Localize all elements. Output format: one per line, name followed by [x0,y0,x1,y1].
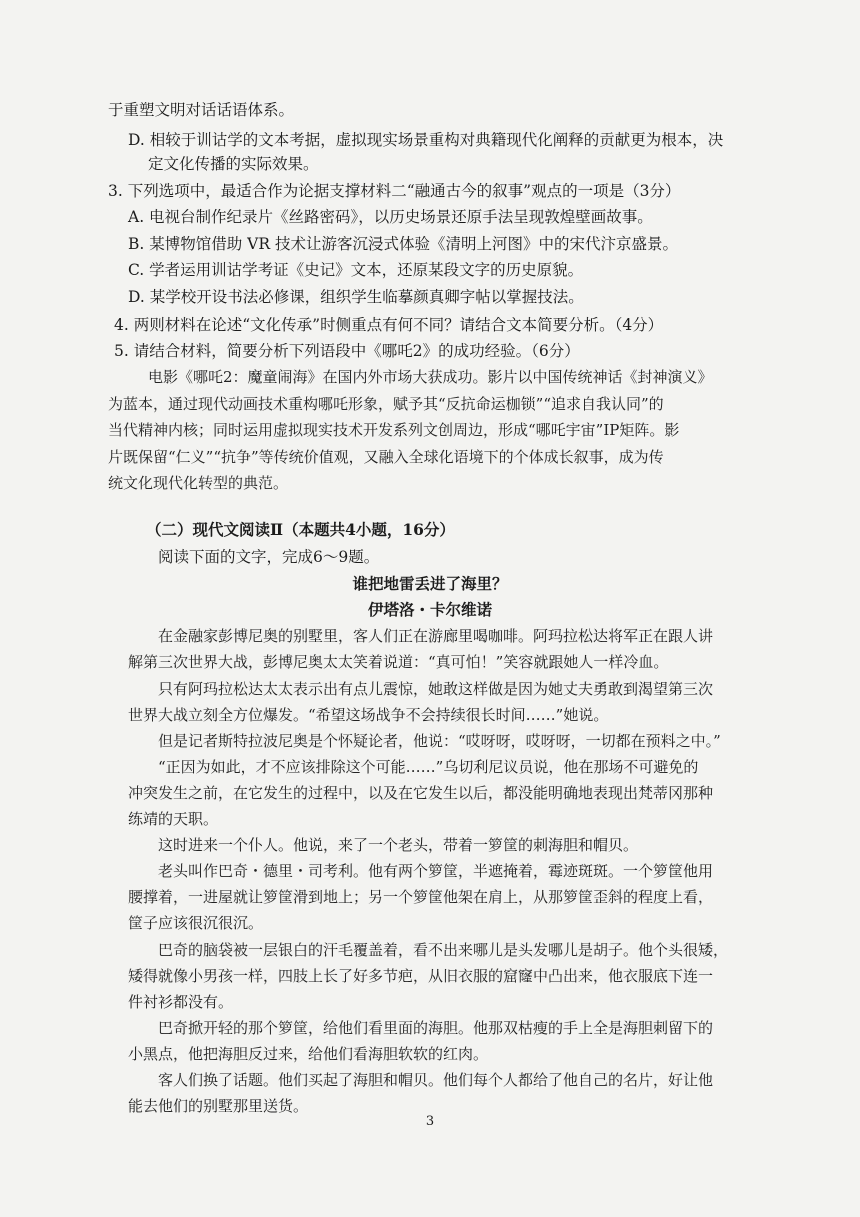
text-line: 5. 请结合材料，简要分析下列语段中《哪吒2》的成功经验。（6分） [114,342,580,360]
text-line: 老头叫作巴奇・德里・司考利。他有两个箩筐，半遮掩着，霉迹斑斑。一个箩筐他用 [158,862,714,880]
text-line: 练靖的天职。 [128,810,219,828]
text-line: 巴奇掀开轻的那个箩筐，给他们看里面的海胆。他那双枯瘦的手上全是海胆刺留下的 [158,1019,714,1037]
text-line: A. 电视台制作纪录片《丝路密码》，以历史场景还原手法呈现敦煌壁画故事。 [128,208,653,226]
page-number: 3 [425,1114,435,1129]
text-line: 小黑点，他把海胆反过来，给他们看海胆软软的红肉。 [128,1045,489,1063]
text-line: 客人们换了话题。他们买起了海胆和帽贝。他们每个人都给了他自己的名片，好让他 [158,1071,714,1089]
text-line: 阅读下面的文字，完成6～9题。 [158,548,380,566]
text-line: 冲突发生之前，在它发生的过程中，以及在它发生以后，都没能明确地表现出梵蒂冈那种 [128,784,714,802]
text-line: 为蓝本，通过现代动画技术重构哪吒形象，赋予其“反抗命运枷锁”“追求自我认同”的 [108,395,664,413]
text-line: 件衬衫都没有。 [128,993,234,1011]
text-line: B. 某博物馆借助 VR 技术让游客沉浸式体验《清明上河图》中的宋代汴京盛景。 [128,235,678,253]
text-line: 4. 两则材料在论述“文化传承”时侧重点有何不同？请结合文本简要分析。（4分） [114,316,664,334]
text-line: 解第三次世界大战，彭博尼奥太太笑着说道：“真可怕！”笑容就跟她人一样冷血。 [128,653,669,671]
text-line: 伊塔洛・卡尔维诺 [367,600,492,619]
text-line: 于重塑文明对话话语体系。 [108,101,295,119]
text-line: （二）现代文阅读Ⅱ（本题共4小题，16分） [146,520,455,539]
text-line: 能去他们的别墅那里送货。 [128,1097,309,1115]
text-line: 只有阿玛拉松达太太表示出有点儿震惊，她敢这样做是因为她丈夫勇敢到渴望第三次 [158,680,714,698]
text-line: 当代精神内核；同时运用虚拟现实技术开发系列文创周边，形成“哪吒宇宙”IP矩阵。影 [108,421,680,439]
text-line: 矮得就像小男孩一样，四肢上长了好多节疤，从旧衣服的窟窿中凸出来，他衣服底下连一 [128,967,714,985]
text-line: “正因为如此，才不应该排除这个可能……”乌切利尼议员说，他在那场不可避免的 [158,758,699,776]
text-line: D. 相较于训诂学的文本考据，虚拟现实场景重构对典籍现代化阐释的贡献更为根本，决 [128,131,724,149]
text-line: 世界大战立刻全方位爆发。“希望这场战争不会持续很长时间……”她说。 [128,706,609,724]
text-line: 谁把地雷丢进了海里？ [352,574,508,593]
text-line: 3. 下列选项中，最适合作为论据支撑材料二“融通古今的叙事”观点的一项是（3分） [108,182,681,200]
text-line: D. 某学校开设书法必修课，组织学生临摹颜真卿字帖以掌握技法。 [128,288,584,306]
text-line: 统文化现代化转型的典范。 [108,474,289,492]
text-line: 定文化传播的实际效果。 [148,155,319,173]
text-line: 筐子应该很沉很沉。 [128,914,264,932]
text-line: 电影《哪吒2：魔童闹海》在国内外市场大获成功。影片以中国传统神话《封神演义》 [148,368,713,386]
text-line: 腰撑着，一进屋就让箩筐滑到地上；另一个箩筐他架在肩上，从那箩筐歪斜的程度上看， [128,888,714,906]
text-line: C. 学者运用训诂学考证《史记》文本，还原某段文字的历史原貌。 [128,261,584,279]
text-line: 在金融家彭博尼奥的别墅里，客人们正在游廊里喝咖啡。阿玛拉松达将军正在跟人讲 [158,627,714,645]
text-line: 巴奇的脑袋被一层银白的汗毛覆盖着，看不出来哪儿是头发哪儿是胡子。他个头很矮， [158,941,729,959]
text-line: 片既保留“仁义”“抗争”等传统价值观，又融入全球化语境下的个体成长叙事，成为传 [108,448,664,466]
text-line: 但是记者斯特拉波尼奥是个怀疑论者，他说：“哎呀呀，哎呀呀，一切都在预料之中。” [158,732,721,750]
text-line: 这时进来一个仆人。他说，来了一个老头，带着一箩筐的刺海胆和帽贝。 [158,836,639,854]
